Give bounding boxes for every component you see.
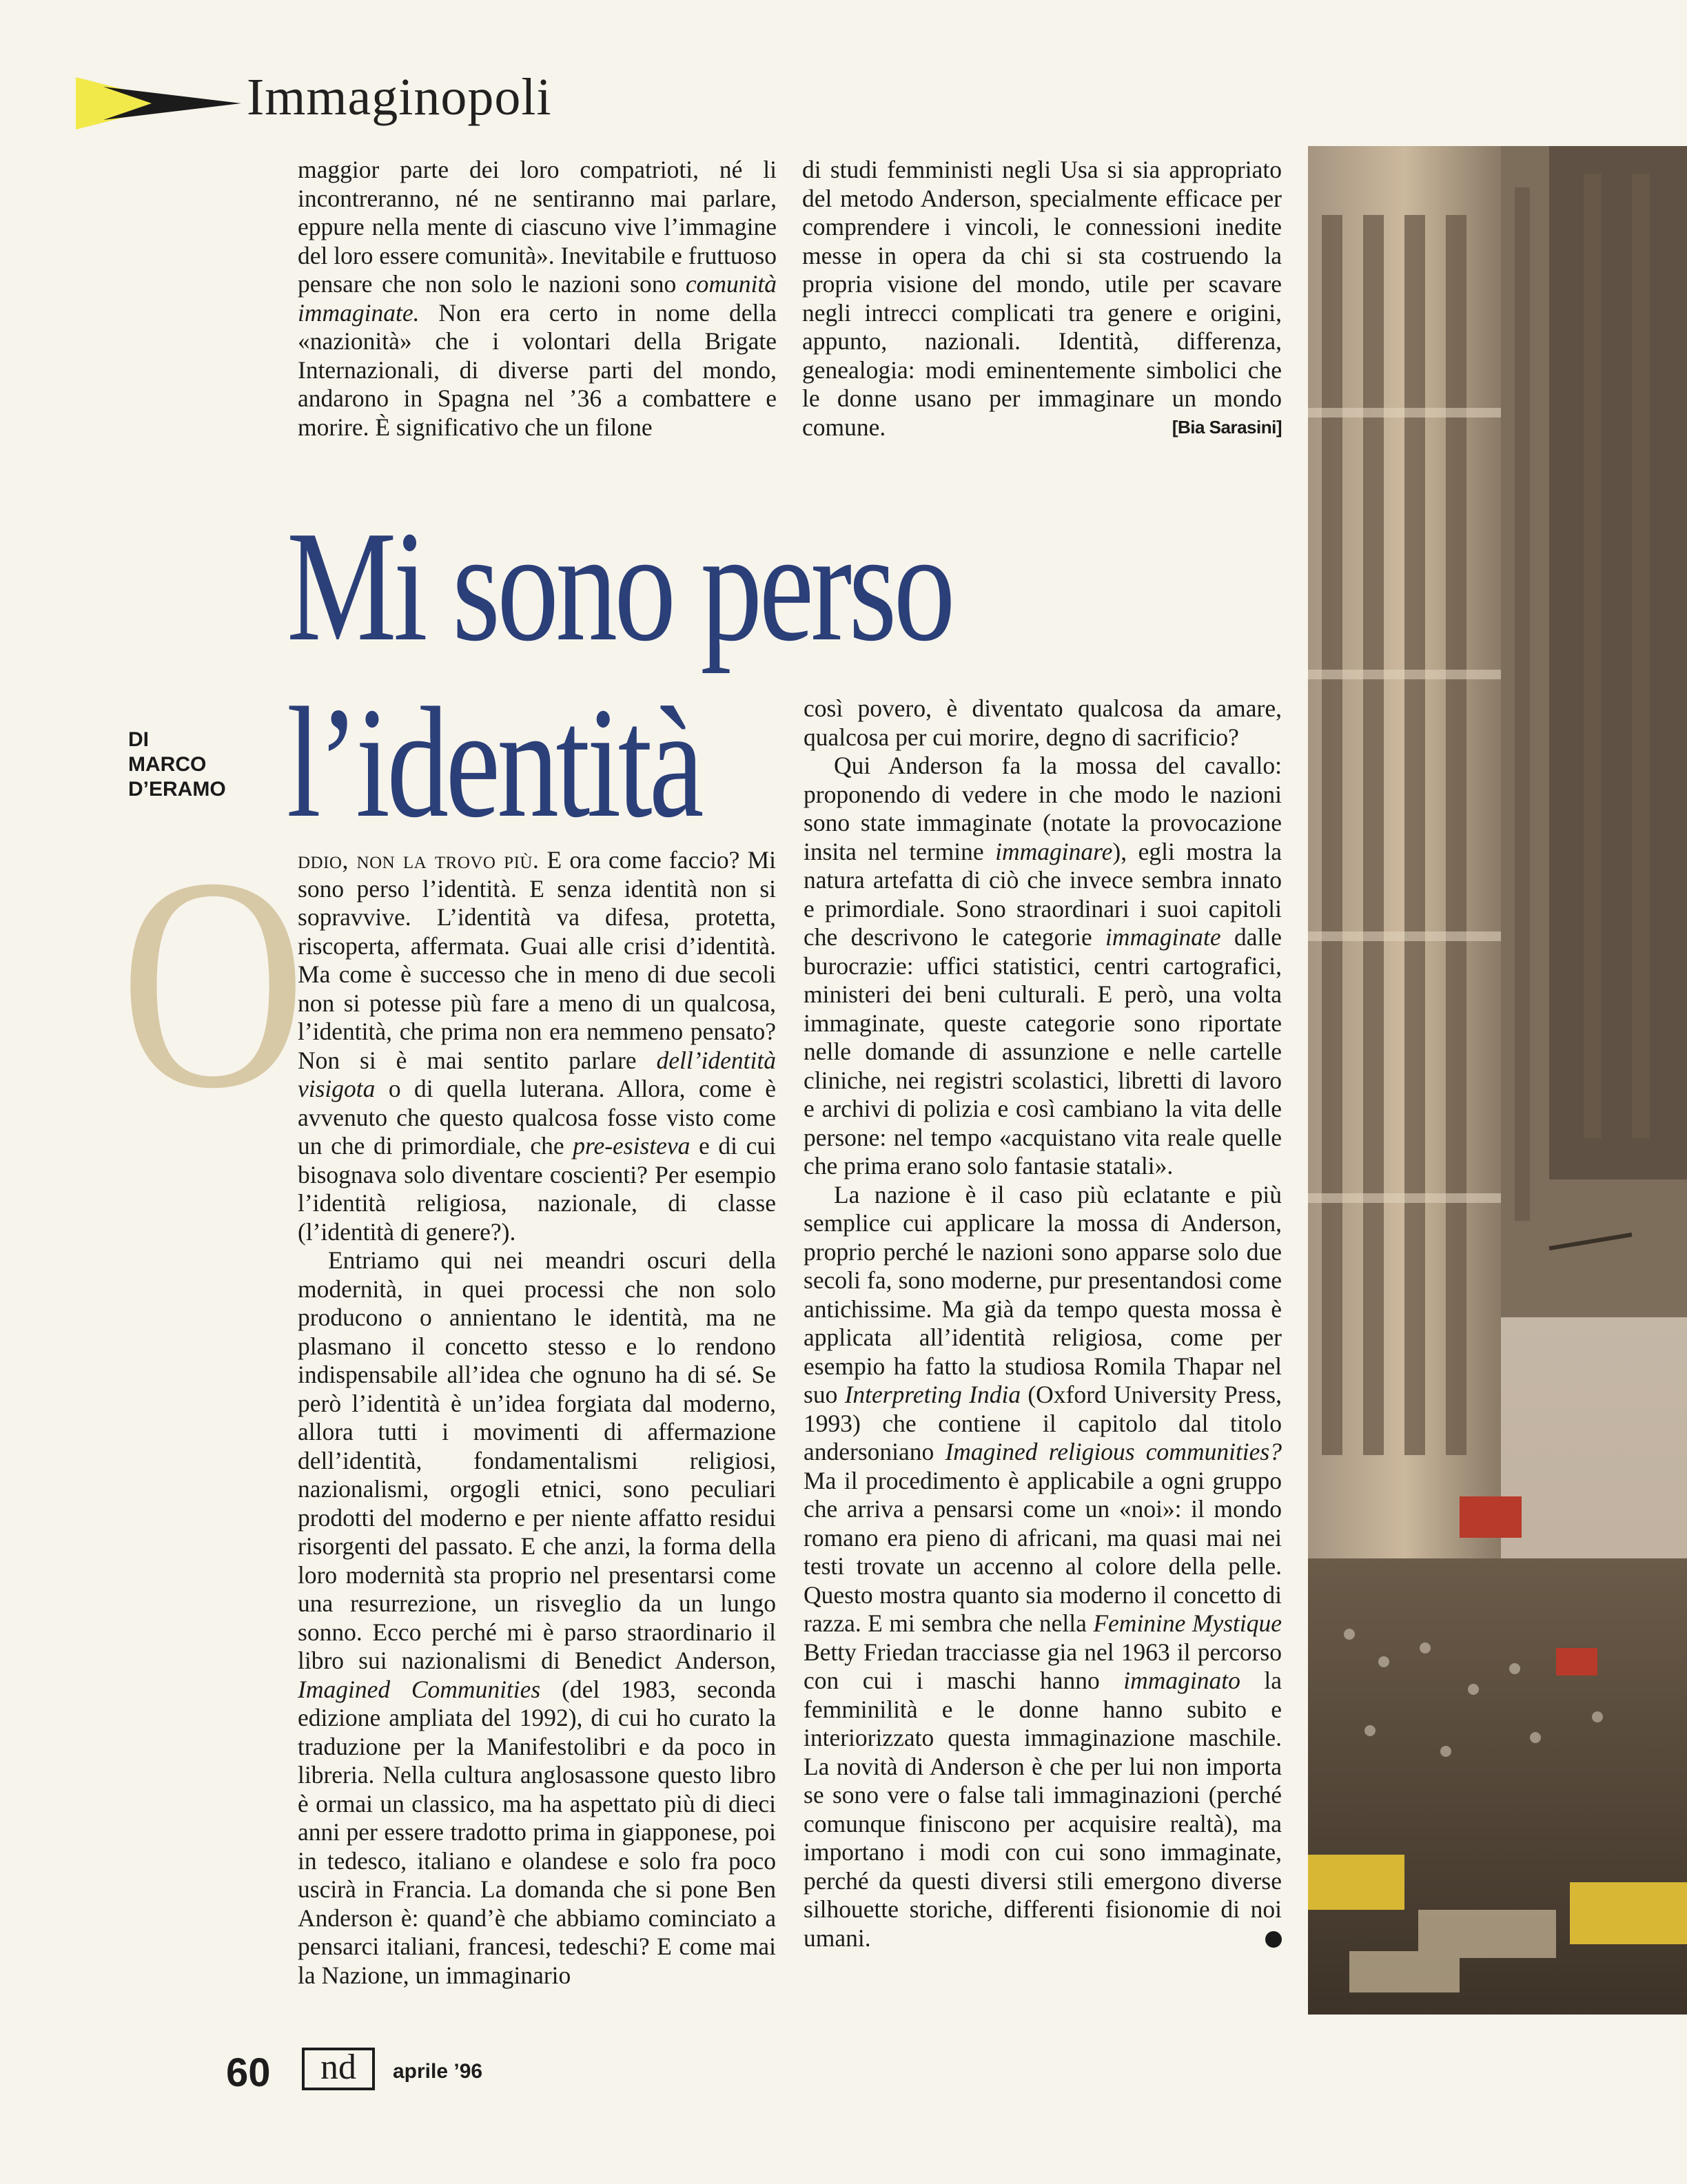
byline-last-name: D’ERAMO <box>128 778 226 801</box>
emphasis: Feminine Mystique <box>1093 1609 1282 1637</box>
headline-line-1: Mi sono perso <box>287 498 952 674</box>
text-run: (Oxford University Press, 1993) che contiene il capitolo dal titolo andersoniano <box>804 1381 1282 1465</box>
text-run: o di quella luterana. Allora, come è avvenuto che questo qualcosa fosse visto come un che di primordiale, che <box>298 1075 776 1160</box>
text-run: maggior parte dei loro compatrioti, né li incontreranno, né ne sentiranno mai parlare, eppure nella mente di ciascuno vive l’immagine del loro essere comunità». Inevitabile e fruttuoso pensare che non solo le nazioni sono <box>298 156 777 298</box>
byline <box>128 728 226 802</box>
section-title: Immaginopoli <box>247 68 552 126</box>
text-run: La nazione è il caso più eclatante e più semplice cui applicare la mossa di Anderson, proprio perché le nazioni sono apparse solo due secoli fa, sono moderne, pur presentandosi come antichissime. Ma già da tempo questa mossa è applicata all’identità religiosa, come per esempio ha fatto la studiosa Romila Thapar nel suo <box>804 1180 1282 1408</box>
headline-line-2: l’identità <box>287 674 701 850</box>
page-number: 60 <box>226 2050 271 2095</box>
section-arrow-icon <box>76 69 241 138</box>
emphasis: Interpreting India <box>844 1381 1021 1408</box>
text-run: la femminilità e le donne hanno subito e interiorizzato questa immaginazione maschile. La novità di Anderson è che per lui non importa se sono vere o false tali immaginazioni (perché comunque finiscono per acquisire realtà), ma importano i modi con cui sono immaginate, perché da questi diversi stili emergono diverse silhouette storiche, differenti fisionomie di noi umani. <box>804 1667 1282 1952</box>
end-of-article-icon <box>1265 1931 1282 1948</box>
drop-cap: O <box>120 816 307 1151</box>
emphasis: immaginare <box>995 837 1113 865</box>
emphasis: immaginate <box>1105 923 1221 951</box>
text-run: Entriamo qui nei meandri oscuri della modernità, in quei processi che non solo producono o annientano le identità, ma ne plasmano il concetto stesso e lo rendono indispensabile all’idea che ognuno ha di sé. Se però l’identità è un’idea forgiata dal moderno, allora tutti i movimenti di affermazione dell’identità, fondamentalismi religiosi, nazionalismi, orgogli etnici, sono peculiari prodotti del moderno e per niente affatto residui risorgenti del passato. E che anzi, la forma della loro modernità sta proprio nel presentarsi come una resurrezione, un risveglio da un lungo sonno. Ecco perché mi è parso straordinario il libro sui nazionalismi di Benedict Anderson, <box>298 1246 776 1674</box>
emphasis: dell’identità visigota <box>298 1046 776 1102</box>
emphasis: Imagined religious communities? <box>945 1438 1282 1465</box>
issue-date: aprile ’96 <box>393 2060 483 2083</box>
text-run: (del 1983, seconda edizione ampliata del 1992), di cui ho curato la traduzione per la Manifestolibri e da poco in libreria. Nella cultura anglosassone questo libro è ormai un classico, ma ha aspettato più di dieci anni per essere tradotto prima in giapponese, poi in tedesco, italiano e olandese e solo fra poco uscirà in Francia. La domanda che si pone Ben Anderson è: quand’è che abbiamo cominciato a pensarci italiani, francesi, tedeschi? E come mai la Nazione, un immaginario <box>298 1675 776 1989</box>
magazine-logo: nd <box>302 2048 375 2090</box>
emphasis: comunità immaginate. <box>298 270 777 327</box>
text-run: così povero, è diventato qualcosa da amare, qualcosa per cui morire, degno di sacrificio? <box>804 694 1282 751</box>
previous-article-column-2 <box>802 156 1282 442</box>
byline-prefix: DI <box>128 728 149 751</box>
text-run: Non era certo in nome della «nazionità» che i volontari della Brigate Internazionali, di diverse parti del mondo, andarono in Spagna nel ’36 a combattere e morire. È significativo che un filone <box>298 298 777 441</box>
city-street-photo <box>1308 146 1687 2015</box>
author-signature: [Bia Sarasini] <box>1172 416 1282 437</box>
emphasis: immaginato <box>1123 1667 1240 1694</box>
text-run: Ma il procedimento è applicabile a ogni gruppo che arriva a pensarsi come un «noi»: il mondo romano era pieno di africani, ma quasi mai nei testi trovate un accenno al colore della pelle. Questo mostra quanto sia moderno il concetto di razza. E mi sembra che nella <box>804 1466 1282 1637</box>
text-run: di studi femministi negli Usa si sia appropriato del metodo Anderson, specialmente efficace per comprendere i vincoli, le connessioni inedite messe in opera da chi si sta costruendo la propria visione del mondo, utile per scavare negli intrecci complicati tra genere e origini, appunto, nazionali. Identità, differenza, genealogia: modi eminentemente simbolici che le donne usano per immaginare un mondo comune. <box>802 156 1282 441</box>
previous-article-column-1 <box>298 156 777 442</box>
lead-in: ddio, non la trovo più. <box>298 846 540 874</box>
text-run: dalle burocrazie: uffici statistici, centri cartografici, ministeri dei beni culturali. E però, una volta immaginate, queste categorie sono riportate nelle domande di assunzione e nelle cartelle cliniche, nei registri scolastici, libretti di lavoro e archivi di polizia e così cambiano la vita delle persone: nel tempo «acquistano vita reale quelle che prima erano solo fantasie statali». <box>804 923 1282 1179</box>
emphasis: pre-esisteva <box>573 1132 691 1160</box>
text-run: ), egli mostra la natura artefatta di ciò che invece sembra innato e primordiale. Sono straordinari i suoi capitoli che descrivono le categorie <box>804 837 1282 951</box>
article-column-right <box>804 694 1282 1953</box>
article-column-left <box>298 846 776 1990</box>
text-run: Qui Anderson fa la mossa del cavallo: proponendo di vedere in che modo le nazioni sono state immaginate (notate la provocazione insita nel termine <box>804 752 1282 865</box>
text-run: e di cui bisognava solo diventare coscienti? Per esempio l’identità religiosa, nazionale, di classe (l’identità di genere?). <box>298 1132 776 1246</box>
text-run: E ora come faccio? Mi sono perso l’identità. E senza identità non si sopravvive. L’identità va difesa, protetta, riscoperta, affermata. Guai alle crisi d’identità. Ma come è successo che in meno di due secoli non si potesse più fare a meno di un qualcosa, l’identità, che prima non era nemmeno pensato? Non si è mai sentito parlare <box>298 846 776 1074</box>
text-run: Betty Friedan tracciasse gia nel 1963 il percorso con cui i maschi hanno <box>804 1638 1282 1694</box>
byline-first-name: MARCO <box>128 753 207 776</box>
emphasis: Imagined Communities <box>298 1675 541 1703</box>
